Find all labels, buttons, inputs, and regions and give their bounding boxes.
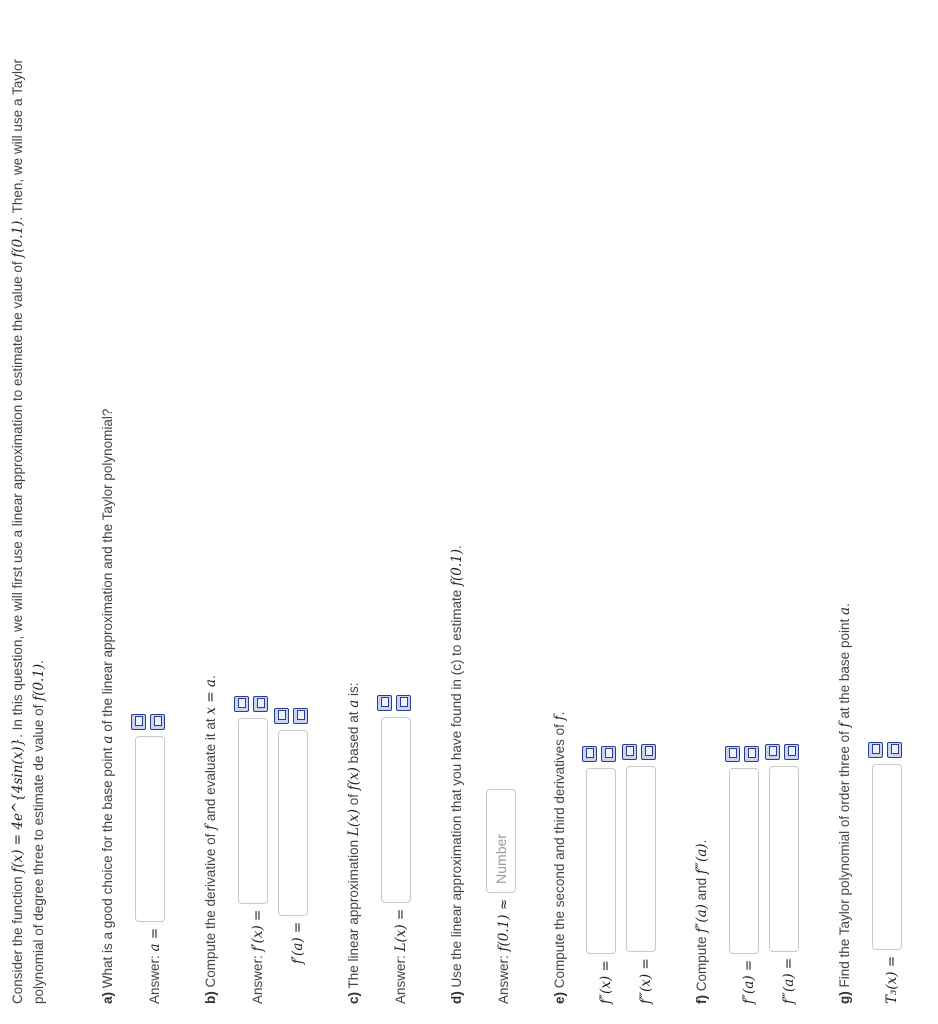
answer-label — [584, 960, 617, 1004]
math-expr: L(x) = — [392, 908, 409, 952]
tool-buttons — [232, 696, 270, 712]
question-text: Compute the second and third derivatives of — [551, 720, 567, 992]
question-text: of — [345, 790, 361, 810]
question-text: and — [694, 874, 710, 905]
preview-icon[interactable] — [582, 746, 597, 762]
part-label: e) — [551, 991, 567, 1004]
tool-buttons — [723, 746, 761, 762]
question-text: . — [202, 675, 218, 680]
question-text: Compute the derivative of — [202, 829, 218, 992]
math-expr: f″(x) = — [598, 960, 615, 1004]
answer-row — [584, 14, 620, 1004]
part-d — [447, 14, 518, 1004]
answer-prefix: Answer: — [146, 951, 162, 1004]
math-var: f — [837, 722, 854, 728]
part-c — [344, 14, 415, 1004]
question-text: of the linear approximation and the Taylor polynomial? — [99, 408, 115, 736]
question-text: Find the Taylor polynomial of order three of — [837, 727, 853, 992]
part-d-question — [447, 14, 468, 1004]
preview-icon[interactable] — [622, 744, 637, 760]
preview-icon[interactable] — [234, 696, 249, 712]
answer-prefix: Answer: — [392, 951, 408, 1004]
question-text: . — [448, 545, 464, 550]
math-expr: a = — [146, 927, 163, 952]
math-var: f — [202, 824, 219, 830]
tool-buttons — [580, 746, 618, 762]
answer-label — [133, 928, 166, 1004]
answer-input-b-derivative[interactable] — [238, 718, 268, 904]
intro-part: . Then, we will use a Taylor polynomial of degree three to estimate de value of — [10, 59, 46, 1004]
tool-buttons — [620, 744, 658, 760]
part-label: c) — [345, 991, 361, 1004]
equation-editor-icon[interactable] — [784, 744, 799, 760]
answer-input-f-second[interactable] — [729, 768, 759, 954]
answer-label — [870, 956, 903, 1004]
preview-icon[interactable] — [274, 708, 289, 724]
answer-label — [727, 960, 760, 1004]
question-text: is: — [345, 682, 361, 700]
answer-label — [276, 922, 309, 1004]
question-text: Use the linear approximation that you have found in (c) to estimate — [448, 586, 464, 992]
part-f-question — [692, 14, 713, 1004]
equation-editor-icon[interactable] — [641, 744, 656, 760]
preview-icon[interactable] — [765, 744, 780, 760]
part-label: b) — [202, 991, 218, 1004]
question-text: Compute — [694, 932, 710, 995]
tool-buttons — [272, 708, 310, 724]
question-text: based at — [345, 707, 361, 768]
part-e — [550, 14, 661, 1004]
tool-buttons — [763, 744, 801, 760]
intro-part: . In this question, we will first use a linear approximation to estimate the value of — [10, 257, 25, 738]
math-expr: f‴(a) = — [781, 957, 798, 1004]
f-of-0.1: f(0.1) — [30, 663, 47, 701]
answer-label — [624, 958, 657, 1004]
answer-input-a[interactable] — [135, 736, 165, 922]
answer-label — [767, 958, 800, 1004]
answer-input-e-second[interactable] — [586, 768, 616, 954]
question-text: What is a good choice for the base point — [99, 743, 115, 992]
part-c-question — [344, 14, 365, 1004]
answer-prefix: Answer: — [495, 951, 511, 1004]
question-text: . — [837, 603, 853, 607]
equation-editor-icon[interactable] — [601, 746, 616, 762]
tool-buttons — [129, 714, 167, 730]
tool-buttons — [375, 695, 413, 711]
answer-label — [236, 910, 269, 1004]
answer-row — [276, 14, 312, 1004]
part-g-question — [835, 14, 856, 1004]
function-formula: f(x) = 4e^{4sin(x)} — [10, 737, 26, 873]
tool-buttons — [866, 742, 904, 758]
question-body — [8, 14, 938, 1004]
math-var: a — [345, 699, 362, 708]
preview-icon[interactable] — [377, 695, 392, 711]
question-text: . — [551, 711, 567, 716]
intro-part: . — [30, 660, 46, 664]
math-var: f — [551, 715, 568, 721]
math-var: a — [99, 735, 116, 744]
part-label: d) — [448, 991, 464, 1004]
math-expr: f(x) — [345, 767, 362, 791]
equation-editor-icon[interactable] — [887, 742, 902, 758]
answer-input-e-third[interactable] — [626, 766, 656, 952]
part-f — [692, 14, 803, 1004]
part-g — [835, 14, 906, 1004]
equation-editor-icon[interactable] — [150, 714, 165, 730]
answer-row — [133, 14, 169, 1004]
number-input-d[interactable] — [486, 789, 516, 893]
math-expr: x = a — [202, 679, 219, 715]
preview-icon[interactable] — [131, 714, 146, 730]
math-expr: f″(a) = — [741, 959, 758, 1004]
f-of-0.1: f(0.1) — [10, 220, 26, 258]
part-a-question — [98, 14, 119, 1004]
part-label: g) — [837, 991, 853, 1004]
answer-row — [624, 14, 660, 1004]
answer-input-b-value[interactable] — [278, 730, 308, 916]
intro-text — [8, 14, 50, 1004]
answer-prefix: Answer: — [249, 951, 265, 1004]
math-expr: f″(a) — [694, 904, 711, 933]
part-a — [98, 14, 169, 1004]
equation-editor-icon[interactable] — [396, 695, 411, 711]
equation-editor-icon[interactable] — [293, 708, 308, 724]
math-expr: f′(x) = — [249, 909, 266, 952]
answer-row — [236, 14, 272, 1004]
math-var: a — [837, 606, 854, 616]
answer-input-g[interactable] — [872, 764, 902, 950]
math-expr: T₃(x) = — [884, 955, 901, 1004]
preview-icon[interactable] — [725, 746, 740, 762]
question-text: and evaluate it at — [202, 714, 218, 825]
part-b — [201, 14, 312, 1004]
math-expr: f(0.1) ≈ — [495, 898, 512, 952]
math-expr: L(x) — [345, 809, 362, 837]
part-b-question — [201, 14, 222, 1004]
question-text: The linear approximation — [345, 836, 361, 992]
intro-part: Consider the function — [10, 872, 25, 1004]
answer-input-f-third[interactable] — [769, 766, 799, 952]
equation-editor-icon[interactable] — [253, 696, 268, 712]
answer-row — [870, 14, 906, 1004]
answer-row — [379, 14, 415, 1004]
answer-row — [727, 14, 763, 1004]
equation-editor-icon[interactable] — [744, 746, 759, 762]
math-expr: f(0.1) — [448, 549, 465, 587]
math-expr: f‴(a) — [694, 843, 711, 875]
part-label: a) — [99, 991, 115, 1004]
part-label: f) — [694, 995, 710, 1004]
answer-row — [767, 14, 803, 1004]
part-e-question — [550, 14, 571, 1004]
answer-input-c[interactable] — [381, 717, 411, 903]
answer-label — [482, 899, 515, 1004]
answer-label — [379, 909, 412, 1004]
preview-icon[interactable] — [868, 742, 883, 758]
math-expr: f′(a) = — [289, 921, 306, 964]
math-expr: f‴(x) = — [638, 958, 655, 1004]
question-text: at the base point — [837, 615, 853, 723]
answer-row — [482, 14, 518, 1004]
question-text: . — [694, 839, 710, 844]
